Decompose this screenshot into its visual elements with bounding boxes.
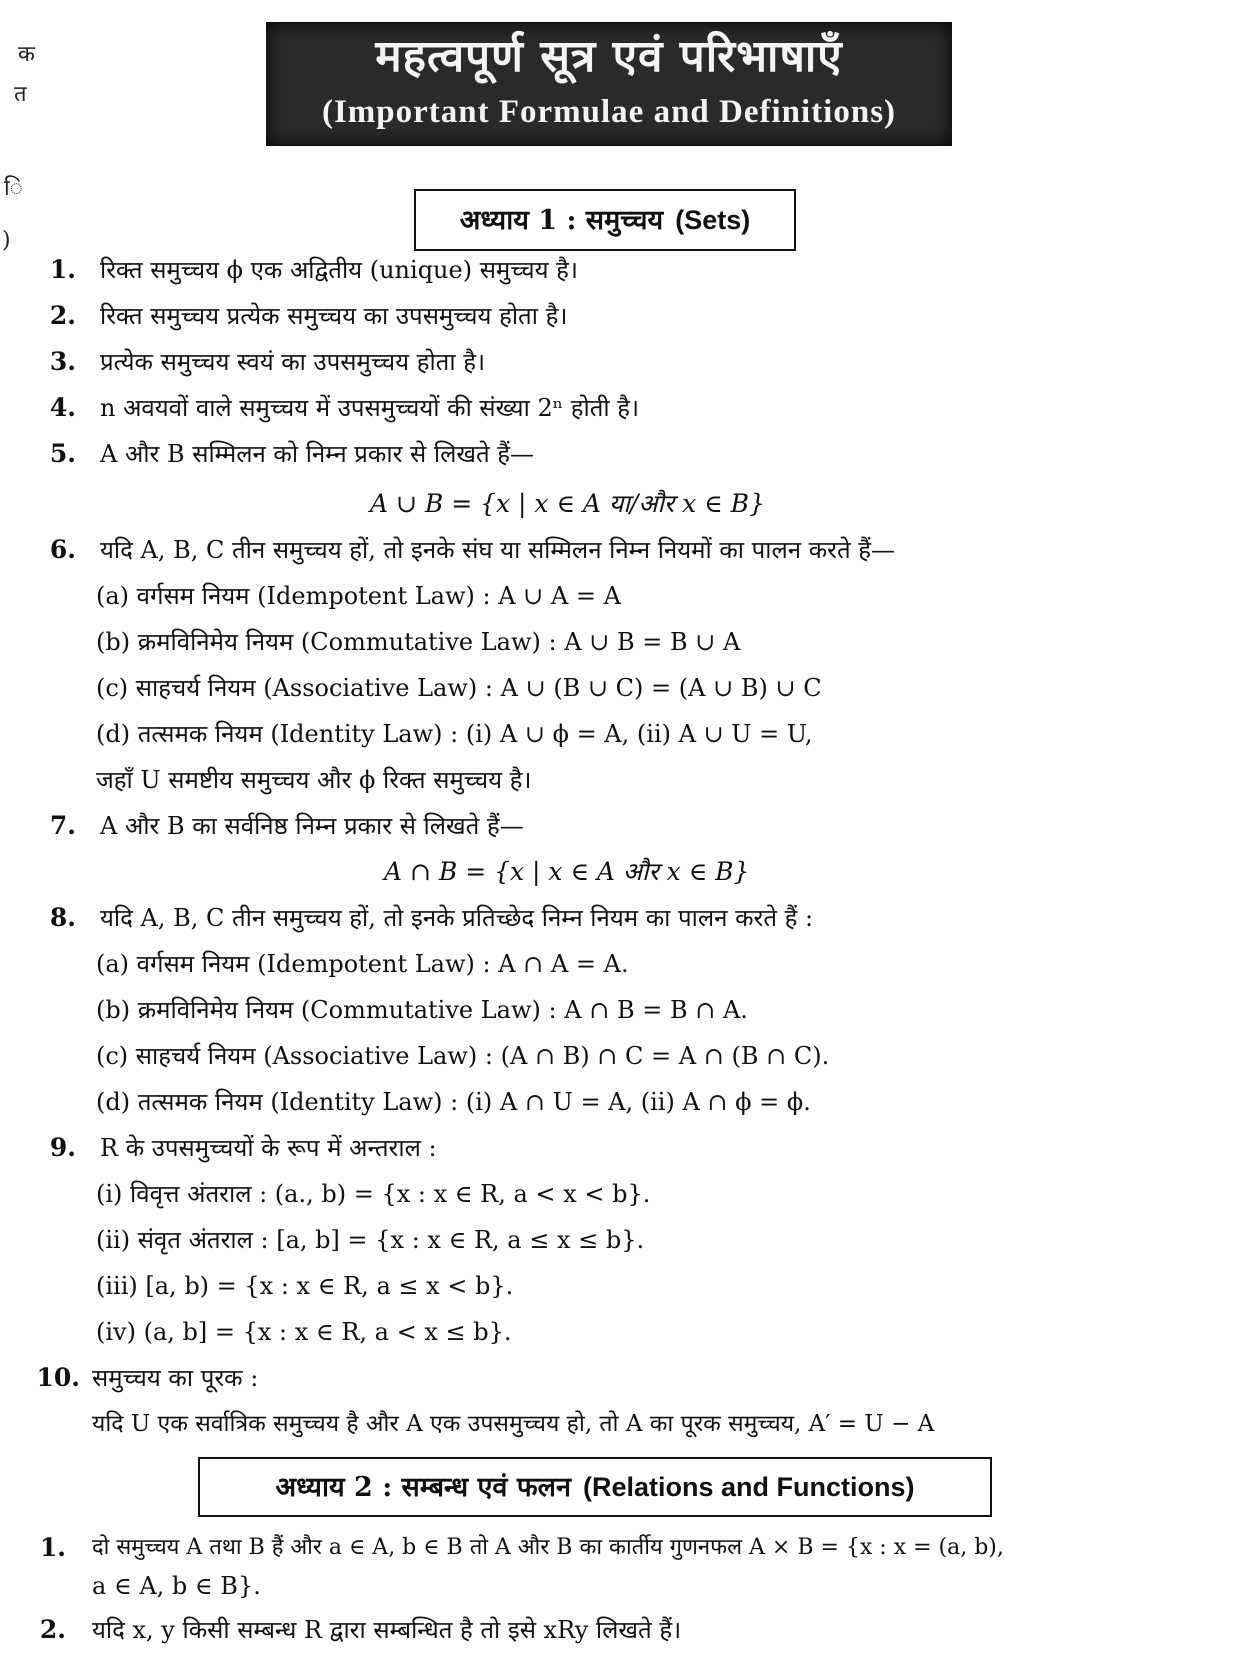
item-text: A और B का सर्वनिष्ठ निम्न प्रकार से लिखते हैं—	[100, 812, 524, 840]
page-title-banner	[266, 22, 952, 146]
sub-item: (b) क्रमविनिमेय नियम (Commutative Law) : A ∪ B = B ∪ A	[96, 628, 741, 656]
item-number: 8.	[49, 903, 76, 932]
margin-mark-1: क	[18, 42, 35, 67]
union-formula: A ∪ B = {x | x ∈ A या/और x ∈ B}	[370, 489, 765, 518]
item-text: प्रत्येक समुच्चय स्वयं का उपसमुच्चय होता है।	[100, 348, 486, 376]
item-number: 7.	[49, 811, 76, 840]
item-number: 2.	[39, 1615, 66, 1644]
sub-item: (c) साहचर्य नियम (Associative Law) : A ∪ (B ∪ C) = (A ∪ B) ∪ C	[96, 674, 822, 702]
chapter-2-title-hindi: अध्याय 2 : सम्बन्ध एवं फलन	[275, 1472, 571, 1503]
sub-item: (c) साहचर्य नियम (Associative Law) : (A ∩ B) ∩ C = A ∩ (B ∩ C).	[96, 1042, 830, 1070]
item-number: 2.	[49, 301, 76, 330]
chapter-1-title-hindi: अध्याय 1 : समुच्चय	[459, 205, 664, 236]
item-text: दो समुच्चय A तथा B हैं और a ∈ A, b ∈ B तो A और B का कार्तीय गुणनफल A × B = {x : x = (a, b),	[92, 1535, 1004, 1560]
item-text: यदि x, y किसी सम्बन्ध R द्वारा सम्बन्धित है तो इसे xRy लिखते हैं।	[92, 1616, 682, 1644]
sub-item: (b) क्रमविनिमेय नियम (Commutative Law) : A ∩ B = B ∩ A.	[96, 996, 748, 1024]
margin-mark-3: ि	[4, 176, 23, 201]
sub-item: (d) तत्समक नियम (Identity Law) : (i) A ∩ U = A, (ii) A ∩ ϕ = ϕ.	[96, 1088, 811, 1116]
sub-item: (ii) संवृत अंतराल : [a, b] = {x : x ∈ R, a ≤ x ≤ b}.	[96, 1226, 645, 1254]
sub-item: (a) वर्गसम नियम (Idempotent Law) : A ∪ A = A	[96, 582, 621, 610]
intersection-formula: A ∩ B = {x | x ∈ A और x ∈ B}	[384, 857, 750, 886]
item-text: R के उपसमुच्चयों के रूप में अन्तराल :	[100, 1134, 437, 1162]
item-number: 6.	[49, 535, 76, 564]
sub-item: (iii) [a, b) = {x : x ∈ R, a ≤ x < b}.	[96, 1272, 514, 1300]
sub-item: (i) विवृत्त अंतराल : (a., b) = {x : x ∈ R, a < x < b}.	[96, 1180, 651, 1208]
chapter-2-heading	[198, 1457, 992, 1517]
item-number: 4.	[49, 393, 76, 422]
item-text-continued: a ∈ A, b ∈ B}.	[92, 1572, 261, 1600]
chapter-1-heading	[414, 189, 796, 251]
item-text: यदि A, B, C तीन समुच्चय हों, तो इनके संघ या सम्मिलन निम्न नियमों का पालन करते हैं—	[100, 536, 896, 564]
item-number: 1.	[49, 255, 76, 284]
chapter-1-title-english: (Sets)	[675, 205, 751, 235]
item-text: रिक्त समुच्चय प्रत्येक समुच्चय का उपसमुच्चय होता है।	[100, 302, 568, 330]
margin-mark-2: त	[14, 82, 27, 107]
chapter-2-title-english: (Relations and Functions)	[582, 1472, 915, 1502]
item-text: रिक्त समुच्चय ϕ एक अद्वितीय (unique) समुच्चय है।	[100, 256, 578, 284]
item-number: 9.	[49, 1133, 76, 1162]
item-number: 10.	[36, 1363, 80, 1392]
item-number: 1.	[39, 1533, 66, 1562]
margin-mark-4: )	[2, 228, 11, 253]
title-english: (Important Formulae and Definitions)	[321, 94, 897, 130]
item-text-continued: यदि U एक सर्वात्रिक समुच्चय है और A एक उपसमुच्चय हो, तो A का पूरक समुच्चय, A′ = U − A	[92, 1411, 935, 1437]
item-number: 5.	[49, 439, 76, 468]
sub-item: (d) तत्समक नियम (Identity Law) : (i) A ∪ ϕ = A, (ii) A ∪ U = U,	[96, 720, 813, 748]
title-hindi: महत्वपूर्ण सूत्र एवं परिभाषाएँ	[375, 31, 843, 82]
item-text: यदि A, B, C तीन समुच्चय हों, तो इनके प्रतिच्छेद निम्न नियम का पालन करते हैं :	[100, 904, 814, 932]
sub-item: (a) वर्गसम नियम (Idempotent Law) : A ∩ A = A.	[96, 950, 629, 978]
item-text: समुच्चय का पूरक :	[92, 1364, 259, 1392]
sub-item: (iv) (a, b] = {x : x ∈ R, a < x ≤ b}.	[96, 1318, 512, 1346]
sub-item-note: जहाँ U समष्टीय समुच्चय और ϕ रिक्त समुच्चय है।	[96, 766, 532, 794]
item-text: n अवयवों वाले समुच्चय में उपसमुच्चयों की संख्या 2ⁿ होती है।	[100, 394, 640, 422]
item-text: A और B सम्मिलन को निम्न प्रकार से लिखते हैं—	[100, 440, 535, 468]
item-number: 3.	[49, 347, 76, 376]
